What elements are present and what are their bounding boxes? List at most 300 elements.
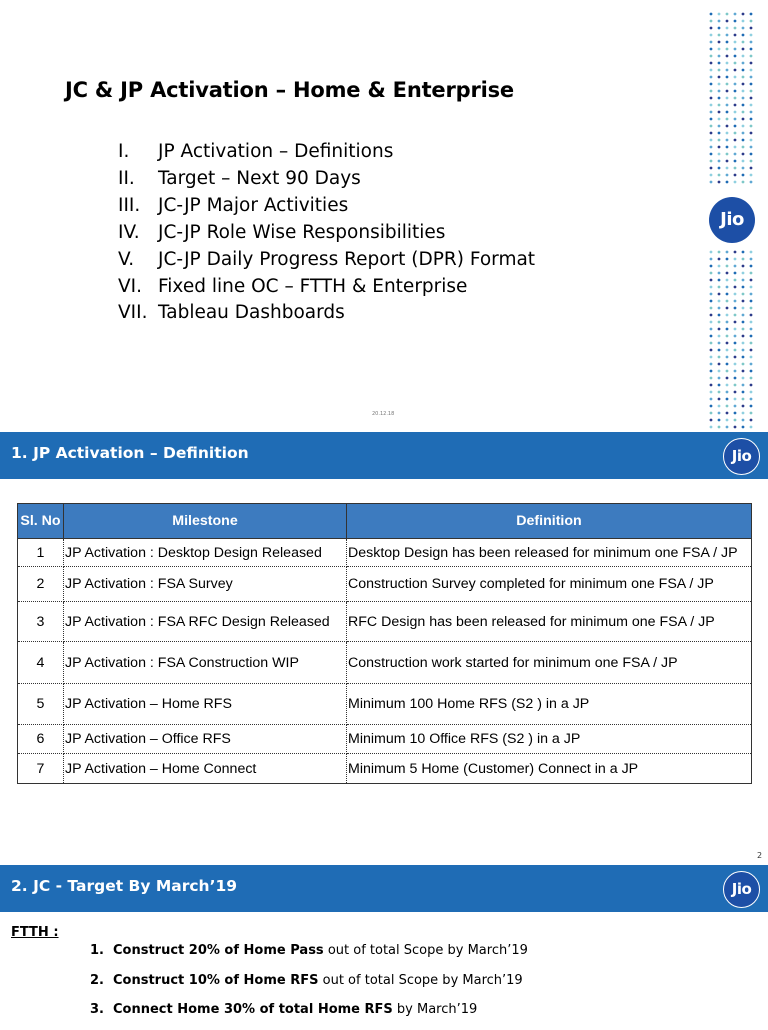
decorative-dot bbox=[734, 83, 737, 86]
decorative-dot bbox=[750, 104, 753, 107]
decorative-dot bbox=[726, 419, 729, 422]
decorative-dot bbox=[742, 48, 745, 51]
decorative-dot bbox=[742, 132, 745, 135]
decorative-dot bbox=[718, 125, 721, 128]
decorative-dot bbox=[710, 55, 713, 58]
decorative-dot bbox=[726, 27, 729, 30]
decorative-dot bbox=[734, 174, 737, 177]
decorative-dot bbox=[710, 69, 713, 72]
decorative-dot bbox=[750, 160, 753, 163]
decorative-dot bbox=[718, 258, 721, 261]
decorative-dot bbox=[726, 314, 729, 317]
section-header-definition bbox=[0, 432, 768, 479]
section-title: 1. JP Activation – Definition bbox=[11, 444, 249, 462]
decorative-dot bbox=[750, 342, 753, 345]
decorative-dot bbox=[710, 181, 713, 184]
decorative-dot bbox=[734, 55, 737, 58]
decorative-dot bbox=[718, 55, 721, 58]
agenda-item-text: JP Activation – Definitions bbox=[158, 141, 394, 162]
decorative-dot bbox=[726, 90, 729, 93]
definition-cell: Minimum 10 Office RFS (S2 ) in a JP bbox=[347, 725, 752, 754]
decorative-dot bbox=[742, 181, 745, 184]
decorative-dot bbox=[742, 27, 745, 30]
decorative-dot bbox=[742, 398, 745, 401]
decorative-dot bbox=[726, 48, 729, 51]
decorative-dot bbox=[750, 139, 753, 142]
decorative-dot bbox=[734, 258, 737, 261]
decorative-dot bbox=[734, 27, 737, 30]
decorative-dot bbox=[726, 62, 729, 65]
decorative-dot bbox=[718, 370, 721, 373]
decorative-dot bbox=[742, 279, 745, 282]
decorative-dot bbox=[718, 377, 721, 380]
decorative-dot bbox=[726, 272, 729, 275]
agenda-item bbox=[118, 274, 535, 301]
decorative-dot bbox=[750, 286, 753, 289]
milestone-cell: JP Activation : FSA RFC Design Released bbox=[64, 602, 347, 642]
milestone-cell: JP Activation : Desktop Design Released bbox=[64, 539, 347, 567]
decorative-dot bbox=[710, 328, 713, 331]
decorative-dot bbox=[726, 125, 729, 128]
decorative-dot bbox=[750, 41, 753, 44]
decorative-dot bbox=[718, 300, 721, 303]
decorative-dot bbox=[710, 293, 713, 296]
decorative-dot bbox=[710, 384, 713, 387]
decorative-dot bbox=[718, 181, 721, 184]
decorative-dot bbox=[718, 174, 721, 177]
decorative-dot bbox=[726, 265, 729, 268]
decorative-dot bbox=[734, 398, 737, 401]
target-item bbox=[90, 941, 528, 971]
decorative-dot bbox=[742, 307, 745, 310]
milestone-cell: JP Activation – Home Connect bbox=[64, 754, 347, 784]
target-item bbox=[90, 971, 528, 1001]
decorative-dot bbox=[718, 104, 721, 107]
decorative-dot bbox=[734, 279, 737, 282]
row-number: 2 bbox=[18, 567, 64, 602]
agenda-item-number: I. bbox=[118, 141, 130, 162]
decorative-dot bbox=[734, 363, 737, 366]
decorative-dot bbox=[718, 118, 721, 121]
table-row bbox=[18, 725, 752, 754]
decorative-dot bbox=[750, 146, 753, 149]
decorative-dot bbox=[750, 300, 753, 303]
decorative-dot bbox=[718, 62, 721, 65]
decorative-dot bbox=[750, 321, 753, 324]
decorative-dot bbox=[710, 426, 713, 429]
page-number: 2 bbox=[757, 851, 763, 860]
decorative-dot bbox=[742, 104, 745, 107]
decorative-dot bbox=[734, 62, 737, 65]
decorative-dot bbox=[734, 97, 737, 100]
decorative-dot bbox=[750, 153, 753, 156]
decorative-dot bbox=[710, 83, 713, 86]
decorative-dot bbox=[742, 335, 745, 338]
decorative-dot bbox=[750, 335, 753, 338]
decorative-dot bbox=[734, 300, 737, 303]
decorative-dot bbox=[742, 55, 745, 58]
definition-cell: Construction Survey completed for minimum one FSA / JP bbox=[347, 567, 752, 602]
decorative-dot bbox=[726, 251, 729, 254]
table-row bbox=[18, 684, 752, 725]
decorative-dot bbox=[750, 279, 753, 282]
decorative-dot bbox=[750, 20, 753, 23]
decorative-dot bbox=[742, 370, 745, 373]
decorative-dot bbox=[742, 62, 745, 65]
decorative-dot bbox=[742, 160, 745, 163]
decorative-dot bbox=[710, 342, 713, 345]
decorative-dot bbox=[750, 293, 753, 296]
decorative-dot bbox=[710, 391, 713, 394]
decorative-dot bbox=[726, 300, 729, 303]
decorative-dot bbox=[726, 286, 729, 289]
agenda-item-text: JC-JP Daily Progress Report (DPR) Format bbox=[158, 248, 536, 270]
decorative-dot bbox=[742, 426, 745, 429]
decorative-dot bbox=[750, 125, 753, 128]
decorative-dot bbox=[750, 384, 753, 387]
decorative-dot bbox=[710, 20, 713, 23]
decorative-dot bbox=[726, 349, 729, 352]
decorative-dot bbox=[710, 321, 713, 324]
decorative-dot bbox=[742, 391, 745, 394]
decorative-dot bbox=[742, 419, 745, 422]
agenda-item-text: JC-JP Major Activities bbox=[158, 194, 349, 216]
decorative-dot bbox=[734, 293, 737, 296]
agenda-item bbox=[118, 300, 535, 327]
decorative-dot bbox=[718, 146, 721, 149]
agenda-item bbox=[118, 193, 535, 220]
decorative-dot bbox=[710, 258, 713, 261]
decorative-dot bbox=[750, 314, 753, 317]
decorative-dot bbox=[742, 20, 745, 23]
decorative-dot bbox=[742, 286, 745, 289]
decorative-dot bbox=[726, 69, 729, 72]
ftth-label: FTTH : bbox=[11, 925, 59, 940]
decorative-dot bbox=[718, 97, 721, 100]
decorative-dot bbox=[750, 181, 753, 184]
column-header: Sl. No bbox=[18, 504, 64, 539]
agenda-title: JC & JP Activation – Home & Enterprise bbox=[65, 78, 514, 102]
decorative-dot bbox=[726, 342, 729, 345]
decorative-dot bbox=[718, 272, 721, 275]
decorative-dot bbox=[750, 62, 753, 65]
decorative-dot bbox=[726, 321, 729, 324]
decorative-dot bbox=[734, 328, 737, 331]
decorative-dot bbox=[710, 419, 713, 422]
decorative-dot bbox=[710, 167, 713, 170]
decorative-dot bbox=[750, 118, 753, 121]
decorative-dot bbox=[742, 139, 745, 142]
decorative-dot bbox=[734, 167, 737, 170]
decorative-dot bbox=[750, 398, 753, 401]
decorative-dot bbox=[726, 412, 729, 415]
decorative-dot bbox=[734, 384, 737, 387]
decorative-dot bbox=[734, 426, 737, 429]
jio-logo-icon: Jio bbox=[709, 197, 755, 243]
decorative-dot bbox=[718, 321, 721, 324]
decorative-dot bbox=[750, 83, 753, 86]
decorative-dot bbox=[750, 349, 753, 352]
decorative-dot bbox=[710, 132, 713, 135]
decorative-dot bbox=[750, 307, 753, 310]
decorative-dot bbox=[734, 412, 737, 415]
decorative-dot bbox=[726, 132, 729, 135]
decorative-dot bbox=[718, 139, 721, 142]
target-text: out of total Scope by March’19 bbox=[323, 943, 528, 958]
agenda-item-text: Fixed line OC – FTTH & Enterprise bbox=[158, 275, 468, 297]
decorative-dot bbox=[742, 167, 745, 170]
decorative-dot bbox=[718, 34, 721, 37]
decorative-dot bbox=[718, 426, 721, 429]
decorative-dot bbox=[734, 377, 737, 380]
decorative-dot bbox=[718, 111, 721, 114]
decorative-dot bbox=[710, 279, 713, 282]
decorative-dot bbox=[742, 265, 745, 268]
decorative-dot bbox=[742, 328, 745, 331]
row-number: 5 bbox=[18, 684, 64, 725]
decorative-dot bbox=[718, 314, 721, 317]
decorative-dot bbox=[750, 356, 753, 359]
decorative-dot bbox=[742, 34, 745, 37]
decorative-dot bbox=[742, 258, 745, 261]
decorative-dot bbox=[734, 181, 737, 184]
agenda-item bbox=[118, 247, 535, 274]
milestone-cell: JP Activation – Office RFS bbox=[64, 725, 347, 754]
decorative-dot bbox=[742, 153, 745, 156]
decorative-dot bbox=[726, 377, 729, 380]
decorative-dot bbox=[742, 272, 745, 275]
decorative-dot bbox=[726, 41, 729, 44]
decorative-dot bbox=[726, 258, 729, 261]
decorative-dot bbox=[710, 251, 713, 254]
decorative-dot bbox=[742, 41, 745, 44]
decorative-dot bbox=[710, 286, 713, 289]
decorative-dot bbox=[734, 370, 737, 373]
decorative-dot bbox=[750, 265, 753, 268]
decorative-dot bbox=[718, 20, 721, 23]
decorative-dot bbox=[726, 307, 729, 310]
decorative-dot bbox=[718, 279, 721, 282]
table-row bbox=[18, 754, 752, 784]
decorative-dot bbox=[750, 132, 753, 135]
definition-cell: Construction work started for minimum one FSA / JP bbox=[347, 642, 752, 684]
decorative-dot bbox=[734, 405, 737, 408]
column-header: Milestone bbox=[64, 504, 347, 539]
decorative-dot bbox=[726, 97, 729, 100]
decorative-dot bbox=[750, 251, 753, 254]
decorative-dot bbox=[718, 419, 721, 422]
decorative-dot bbox=[718, 405, 721, 408]
definition-cell: Desktop Design has been released for minimum one FSA / JP bbox=[347, 539, 752, 567]
decorative-dot bbox=[734, 335, 737, 338]
decorative-dot bbox=[718, 349, 721, 352]
decorative-dot bbox=[710, 153, 713, 156]
decorative-dot bbox=[710, 76, 713, 79]
decorative-dot bbox=[710, 13, 713, 16]
decorative-dot bbox=[750, 76, 753, 79]
decorative-dot bbox=[726, 174, 729, 177]
decorative-dot bbox=[734, 111, 737, 114]
decorative-dot bbox=[750, 363, 753, 366]
decorative-dot bbox=[734, 356, 737, 359]
decorative-dot bbox=[734, 118, 737, 121]
target-text: out of total Scope by March’19 bbox=[318, 972, 523, 988]
decorative-dot bbox=[718, 13, 721, 16]
decorative-dot bbox=[726, 76, 729, 79]
decorative-dot bbox=[734, 307, 737, 310]
row-number: 7 bbox=[18, 754, 64, 784]
decorative-dot bbox=[718, 153, 721, 156]
decorative-dot bbox=[742, 76, 745, 79]
decorative-dot bbox=[742, 405, 745, 408]
agenda-item bbox=[118, 220, 535, 247]
decorative-dot bbox=[742, 363, 745, 366]
decorative-dot bbox=[750, 370, 753, 373]
decorative-dot bbox=[726, 146, 729, 149]
decorative-dot bbox=[742, 342, 745, 345]
decorative-dot bbox=[726, 34, 729, 37]
agenda-item-number: IV. bbox=[118, 221, 140, 243]
decorative-dot bbox=[710, 27, 713, 30]
decorative-dot bbox=[710, 174, 713, 177]
decorative-dot bbox=[734, 48, 737, 51]
definition-cell: RFC Design has been released for minimum one FSA / JP bbox=[347, 602, 752, 642]
decorative-dot bbox=[718, 307, 721, 310]
agenda-item bbox=[118, 139, 535, 166]
decorative-dot bbox=[726, 384, 729, 387]
decorative-dot bbox=[726, 153, 729, 156]
decorative-dot bbox=[710, 398, 713, 401]
decorative-dot bbox=[726, 356, 729, 359]
decorative-dot bbox=[718, 398, 721, 401]
decorative-dot bbox=[726, 160, 729, 163]
section-title: 2. JC - Target By March’19 bbox=[11, 877, 238, 895]
decorative-dot bbox=[718, 167, 721, 170]
decorative-dot bbox=[710, 111, 713, 114]
decorative-dot bbox=[750, 69, 753, 72]
decorative-dot bbox=[742, 174, 745, 177]
decorative-dot bbox=[750, 258, 753, 261]
decorative-dot bbox=[710, 160, 713, 163]
decorative-dot bbox=[742, 314, 745, 317]
target-number: 3. bbox=[90, 1002, 104, 1017]
decorative-dot bbox=[734, 153, 737, 156]
decorative-dot bbox=[726, 405, 729, 408]
decorative-dot bbox=[718, 335, 721, 338]
table-row bbox=[18, 642, 752, 684]
decorative-dot bbox=[710, 370, 713, 373]
decorative-dot bbox=[750, 167, 753, 170]
decorative-dot bbox=[710, 412, 713, 415]
decorative-dot bbox=[718, 342, 721, 345]
decorative-dot bbox=[718, 293, 721, 296]
target-highlight: Connect Home 30% of total Home RFS bbox=[113, 1002, 393, 1017]
column-header: Definition bbox=[347, 504, 752, 539]
decorative-dot bbox=[734, 76, 737, 79]
decorative-dot bbox=[750, 377, 753, 380]
decorative-dot bbox=[718, 48, 721, 51]
decorative-dot bbox=[734, 69, 737, 72]
decorative-dot bbox=[734, 342, 737, 345]
agenda-item-number: VI. bbox=[118, 275, 142, 297]
target-number: 1. bbox=[90, 943, 104, 958]
decorative-dot bbox=[734, 160, 737, 163]
decorative-dot bbox=[734, 272, 737, 275]
decorative-dot bbox=[726, 118, 729, 121]
milestone-cell: JP Activation : FSA Construction WIP bbox=[64, 642, 347, 684]
decorative-dot bbox=[718, 90, 721, 93]
jio-logo-icon: Jio bbox=[723, 438, 760, 475]
decorative-dot bbox=[726, 139, 729, 142]
decorative-dot bbox=[742, 125, 745, 128]
agenda-item-number: V. bbox=[118, 248, 135, 270]
decorative-dot bbox=[742, 356, 745, 359]
decorative-dot bbox=[750, 13, 753, 16]
decorative-dot bbox=[718, 76, 721, 79]
decorative-dot bbox=[726, 370, 729, 373]
decorative-dot bbox=[718, 69, 721, 72]
decorative-dot bbox=[726, 104, 729, 107]
decorative-dot bbox=[734, 349, 737, 352]
decorative-dot bbox=[710, 48, 713, 51]
target-highlight: Construct 10% of Home RFS bbox=[113, 972, 319, 988]
row-number: 3 bbox=[18, 602, 64, 642]
decorative-dot bbox=[726, 391, 729, 394]
decorative-dot bbox=[750, 328, 753, 331]
decorative-dot bbox=[750, 419, 753, 422]
decorative-dot bbox=[710, 265, 713, 268]
decorative-dot bbox=[742, 69, 745, 72]
decorative-dot bbox=[718, 363, 721, 366]
decorative-dot bbox=[726, 13, 729, 16]
target-highlight: Construct 20% of Home Pass bbox=[113, 943, 324, 958]
table-row bbox=[18, 602, 752, 642]
decorative-dot bbox=[750, 412, 753, 415]
table-row bbox=[18, 539, 752, 567]
decorative-dot bbox=[718, 132, 721, 135]
decorative-dot bbox=[710, 97, 713, 100]
decorative-dot bbox=[742, 111, 745, 114]
decorative-dot bbox=[750, 111, 753, 114]
decorative-dot bbox=[726, 55, 729, 58]
decorative-dot bbox=[750, 405, 753, 408]
slide-date: 20.12.18 bbox=[372, 411, 395, 417]
agenda-item-text: Target – Next 90 Days bbox=[158, 167, 361, 189]
decorative-dot bbox=[742, 412, 745, 415]
agenda-item-number: II. bbox=[118, 167, 135, 189]
decorative-dot bbox=[718, 356, 721, 359]
row-number: 6 bbox=[18, 725, 64, 754]
row-number: 4 bbox=[18, 642, 64, 684]
decorative-dot bbox=[750, 174, 753, 177]
decorative-dot bbox=[710, 146, 713, 149]
decorative-dot bbox=[742, 118, 745, 121]
decorative-dot bbox=[750, 27, 753, 30]
decorative-dot bbox=[750, 90, 753, 93]
decorative-dot bbox=[742, 97, 745, 100]
decorative-dot bbox=[734, 391, 737, 394]
target-list bbox=[90, 941, 528, 1030]
decorative-dot bbox=[718, 83, 721, 86]
target-item bbox=[90, 1000, 528, 1030]
decorative-dot bbox=[718, 41, 721, 44]
decorative-dot bbox=[726, 279, 729, 282]
definition-cell: Minimum 100 Home RFS (S2 ) in a JP bbox=[347, 684, 752, 725]
decorative-dot bbox=[726, 335, 729, 338]
decorative-dot bbox=[742, 300, 745, 303]
decorative-dot bbox=[726, 167, 729, 170]
decorative-dot bbox=[742, 90, 745, 93]
